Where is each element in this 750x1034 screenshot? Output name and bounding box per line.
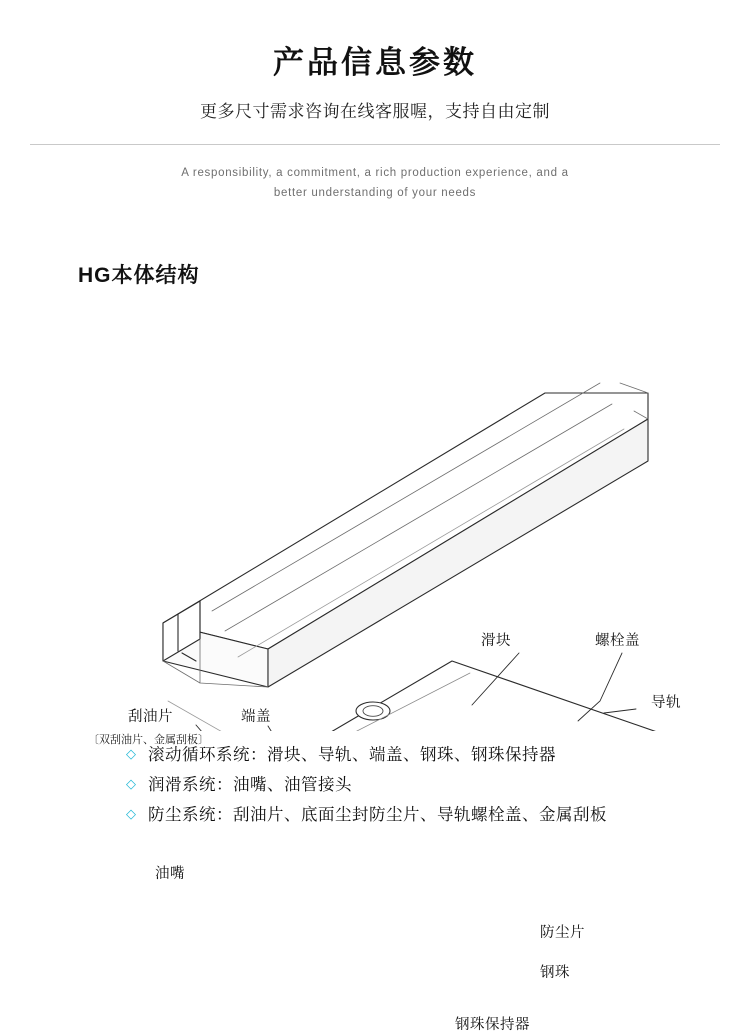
diagram-label-bolt-cover: 螺栓盖	[595, 633, 640, 650]
diagram-label-oil-nozzle: 油嘴	[155, 866, 185, 883]
diagram-label-ball-retainer: 钢珠保持器	[455, 1017, 530, 1034]
list-item	[126, 771, 750, 795]
diagram-label-end-cap: 端盖	[241, 709, 271, 726]
diagram-label-oil-scraper-note: 〔双刮油片、金属刮板〕	[88, 734, 209, 747]
feature-list	[126, 741, 750, 825]
section-title: HG本体结构	[78, 264, 200, 288]
diagram-label-dust-sheet: 防尘片	[540, 925, 585, 942]
page-subtitle: 更多尺寸需求咨询在线客服喔，支持自由定制	[200, 102, 550, 122]
page-title: 产品信息参数	[273, 45, 477, 80]
diamond-icon: ◇	[126, 745, 136, 761]
diagram-label-slider: 滑块	[481, 633, 511, 650]
diagram-label-rail: 导轨	[651, 695, 681, 712]
list-item	[126, 801, 750, 825]
diagram-label-steel-ball: 钢珠	[540, 965, 570, 982]
header-english-text	[0, 163, 750, 203]
list-item-label: 滚动循环系统：滑块、导轨、端盖、钢珠、钢珠保持器	[148, 746, 556, 765]
linear-guide-illustration	[0, 301, 750, 731]
page-header	[0, 0, 750, 203]
header-english-line2: better understanding of your needs	[273, 187, 477, 200]
diamond-icon: ◇	[126, 805, 136, 821]
list-item-label: 防尘系统：刮油片、底面尘封防尘片、导轨螺栓盖、金属刮板	[148, 806, 607, 825]
diagram-label-oil-scraper: 刮油片	[128, 709, 173, 726]
header-divider	[30, 144, 720, 145]
diamond-icon: ◇	[126, 775, 136, 791]
header-english-line1: A responsibility, a commitment, a rich production experience, and a	[181, 167, 569, 180]
list-item-label: 润滑系统：油嘴、油管接头	[148, 776, 352, 795]
list-item	[126, 741, 750, 765]
